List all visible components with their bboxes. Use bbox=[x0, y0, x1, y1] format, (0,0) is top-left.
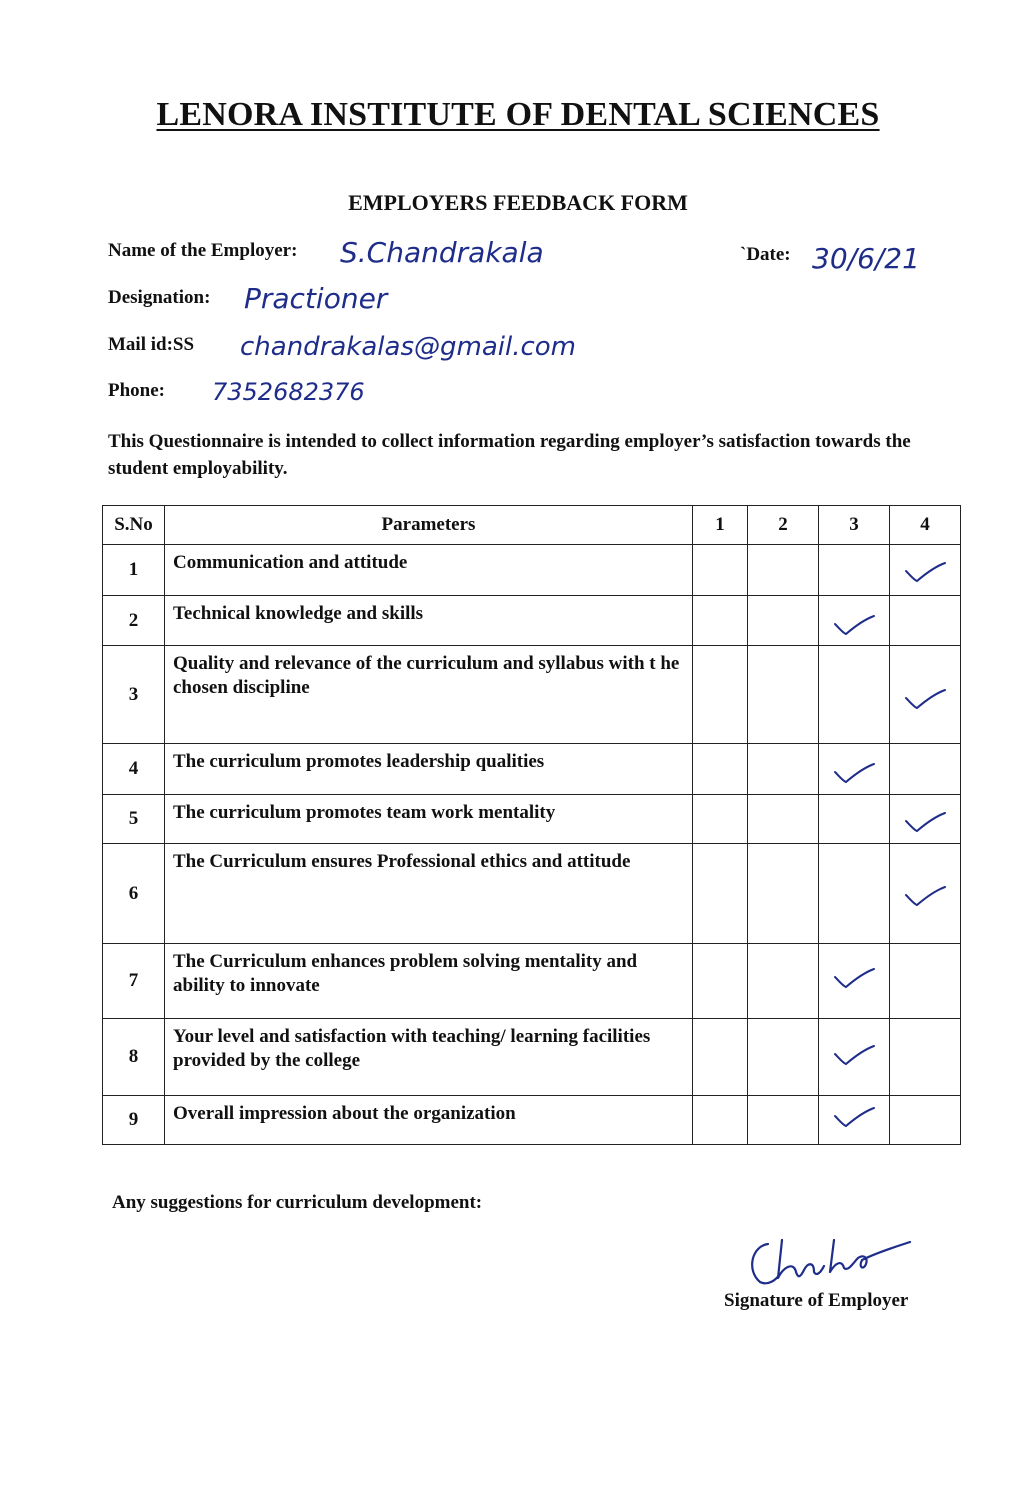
phone-value: 7352682376 bbox=[212, 378, 365, 406]
employer-name-value: S.Chandrakala bbox=[340, 236, 544, 269]
table-row bbox=[103, 1096, 961, 1145]
signature-scribble bbox=[738, 1224, 918, 1290]
rating-cell-4[interactable] bbox=[890, 944, 961, 1019]
row-sno: 5 bbox=[103, 795, 165, 844]
rating-cell-1[interactable] bbox=[693, 844, 748, 944]
rating-cell-1[interactable] bbox=[693, 795, 748, 844]
check-mark-icon bbox=[902, 686, 948, 712]
row-parameter: The Curriculum ensures Professional ethics and attitude bbox=[165, 844, 693, 944]
rating-cell-1[interactable] bbox=[693, 1096, 748, 1145]
row-sno: 6 bbox=[103, 844, 165, 944]
rating-cell-1[interactable] bbox=[693, 646, 748, 744]
rating-cell-1[interactable] bbox=[693, 944, 748, 1019]
rating-cell-1[interactable] bbox=[693, 596, 748, 646]
row-sno: 3 bbox=[103, 646, 165, 744]
rating-cell-2[interactable] bbox=[748, 646, 819, 744]
header-rating-3: 3 bbox=[819, 506, 890, 545]
row-sno: 8 bbox=[103, 1019, 165, 1096]
suggestions-label: Any suggestions for curriculum development: bbox=[112, 1192, 483, 1213]
form-title: EMPLOYERS FEEDBACK FORM bbox=[348, 190, 688, 215]
mail-label: Mail id:SS bbox=[108, 334, 195, 355]
rating-cell-3[interactable] bbox=[819, 545, 890, 596]
rating-cell-3[interactable] bbox=[819, 844, 890, 944]
rating-cell-3[interactable] bbox=[819, 795, 890, 844]
table-row bbox=[103, 545, 961, 596]
check-mark-icon bbox=[831, 612, 877, 638]
check-mark-icon bbox=[902, 809, 948, 835]
header-rating-4: 4 bbox=[890, 506, 961, 545]
header-sno: S.No bbox=[103, 506, 165, 545]
signature-label: Signature of Employer bbox=[724, 1290, 909, 1311]
row-parameter: The curriculum promotes team work mentality bbox=[165, 795, 693, 844]
row-sno: 2 bbox=[103, 596, 165, 646]
row-parameter: The Curriculum enhances problem solving mentality and ability to innovate bbox=[165, 944, 693, 1019]
row-parameter: Overall impression about the organization bbox=[165, 1096, 693, 1145]
feedback-table bbox=[102, 505, 961, 1145]
row-parameter: The curriculum promotes leadership qualities bbox=[165, 744, 693, 795]
row-parameter: Your level and satisfaction with teaching/ learning facilities provided by the college bbox=[165, 1019, 693, 1096]
date-label: `Date: bbox=[740, 244, 791, 265]
header-rating-1: 1 bbox=[693, 506, 748, 545]
rating-cell-3[interactable] bbox=[819, 944, 890, 1019]
table-row bbox=[103, 646, 961, 744]
mail-value: chandrakalas@gmail.com bbox=[240, 332, 577, 362]
rating-cell-2[interactable] bbox=[748, 944, 819, 1019]
table-row bbox=[103, 844, 961, 944]
table-row bbox=[103, 596, 961, 646]
designation-value: Practioner bbox=[244, 282, 388, 315]
row-sno: 9 bbox=[103, 1096, 165, 1145]
table-row bbox=[103, 795, 961, 844]
rating-cell-4[interactable] bbox=[890, 545, 961, 596]
intro-text: This Questionnaire is intended to collect information regarding employer’s satisfaction towards the student employability. bbox=[108, 431, 911, 479]
rating-cell-1[interactable] bbox=[693, 744, 748, 795]
rating-cell-1[interactable] bbox=[693, 1019, 748, 1096]
rating-cell-2[interactable] bbox=[748, 744, 819, 795]
rating-cell-1[interactable] bbox=[693, 545, 748, 596]
rating-cell-2[interactable] bbox=[748, 795, 819, 844]
rating-cell-4[interactable] bbox=[890, 795, 961, 844]
table-header-row bbox=[103, 506, 961, 545]
employer-name-label: Name of the Employer: bbox=[108, 240, 298, 261]
rating-cell-2[interactable] bbox=[748, 545, 819, 596]
table-row bbox=[103, 744, 961, 795]
check-mark-icon bbox=[902, 559, 948, 585]
check-mark-icon bbox=[831, 760, 877, 786]
rating-cell-4[interactable] bbox=[890, 596, 961, 646]
row-sno: 4 bbox=[103, 744, 165, 795]
row-sno: 1 bbox=[103, 545, 165, 596]
table-row bbox=[103, 1019, 961, 1096]
header-rating-2: 2 bbox=[748, 506, 819, 545]
rating-cell-2[interactable] bbox=[748, 1096, 819, 1145]
phone-label: Phone: bbox=[108, 380, 165, 401]
header-parameters: Parameters bbox=[165, 506, 693, 545]
rating-cell-4[interactable] bbox=[890, 1096, 961, 1145]
signature-mark bbox=[738, 1224, 918, 1295]
rating-cell-3[interactable] bbox=[819, 596, 890, 646]
rating-cell-3[interactable] bbox=[819, 744, 890, 795]
rating-cell-2[interactable] bbox=[748, 1019, 819, 1096]
rating-cell-4[interactable] bbox=[890, 1019, 961, 1096]
check-mark-icon bbox=[831, 965, 877, 991]
table-row bbox=[103, 944, 961, 1019]
date-value: 30/6/21 bbox=[812, 242, 920, 275]
rating-cell-2[interactable] bbox=[748, 844, 819, 944]
check-mark-icon bbox=[902, 883, 948, 909]
rating-cell-3[interactable] bbox=[819, 1096, 890, 1145]
check-mark-icon bbox=[831, 1042, 877, 1068]
rating-cell-3[interactable] bbox=[819, 646, 890, 744]
row-sno: 7 bbox=[103, 944, 165, 1019]
rating-cell-4[interactable] bbox=[890, 646, 961, 744]
row-parameter: Technical knowledge and skills bbox=[165, 596, 693, 646]
institute-title: LENORA INSTITUTE OF DENTAL SCIENCES bbox=[156, 96, 880, 133]
designation-label: Designation: bbox=[108, 287, 211, 308]
rating-cell-2[interactable] bbox=[748, 596, 819, 646]
row-parameter: Communication and attitude bbox=[165, 545, 693, 596]
row-parameter: Quality and relevance of the curriculum and syllabus with t he chosen discipline bbox=[165, 646, 693, 744]
check-mark-icon bbox=[831, 1104, 877, 1130]
rating-cell-4[interactable] bbox=[890, 744, 961, 795]
rating-cell-4[interactable] bbox=[890, 844, 961, 944]
rating-cell-3[interactable] bbox=[819, 1019, 890, 1096]
